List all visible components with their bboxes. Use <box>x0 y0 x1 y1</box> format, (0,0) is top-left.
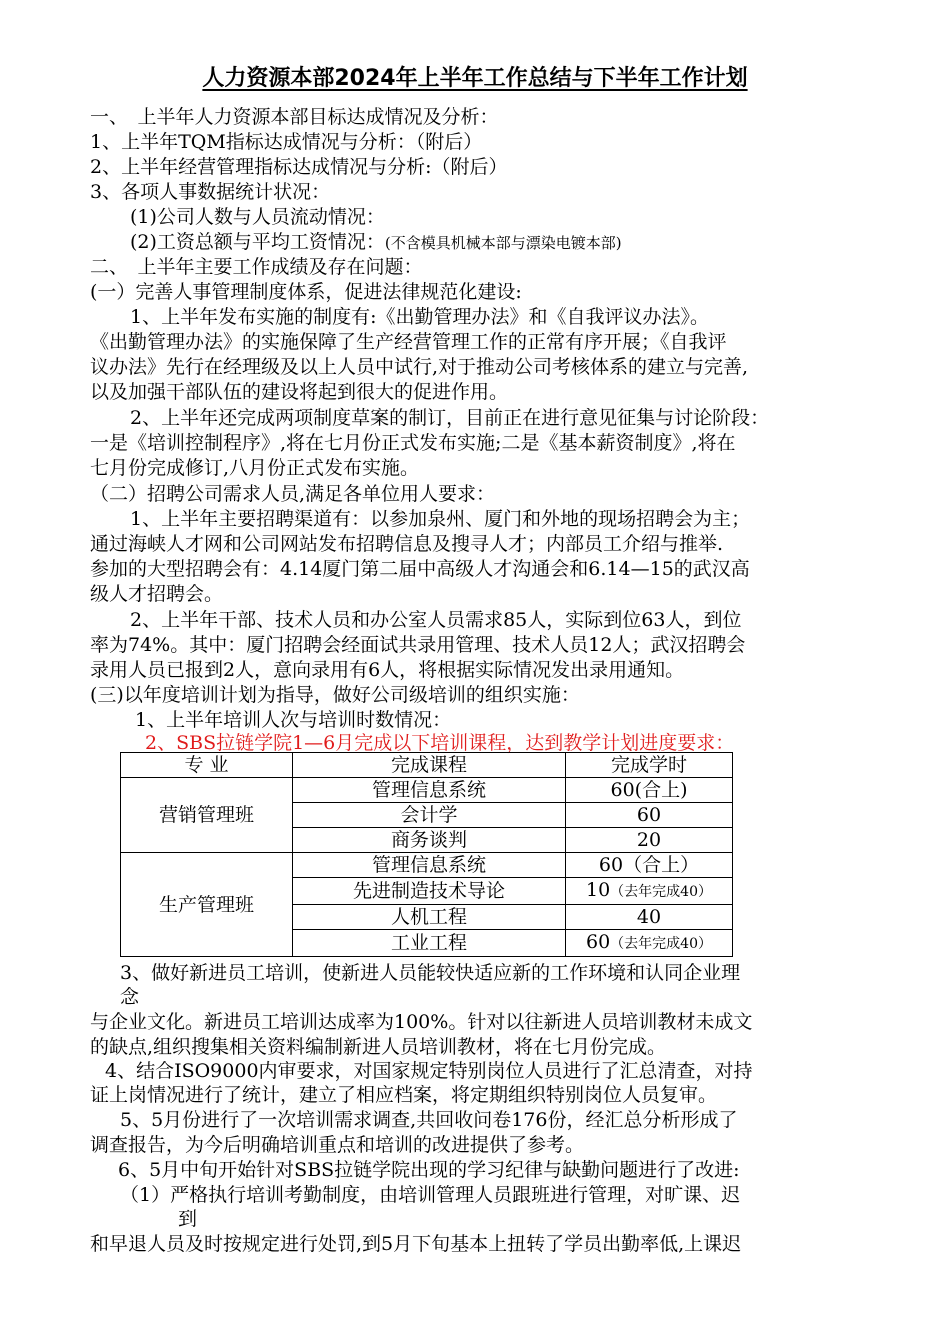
course-cell: 工业工程 <box>293 930 566 957</box>
hours-cell <box>566 930 733 957</box>
paragraph-line: 到 <box>178 1208 198 1230</box>
item-1-1: 1、上半年TQM指标达成情况与分析：（附后） <box>90 131 483 153</box>
paragraph-line: 2、上半年还完成两项制度草案的制订，目前正在进行意见征集与讨论阶段： <box>130 407 770 429</box>
hours-note: （去年完成40） <box>610 936 712 952</box>
course-cell: 管理信息系统 <box>293 853 566 878</box>
paragraph-line: 2、上半年干部、技术人员和办公室人员需求85人，实际到位63人，到位 <box>130 609 742 631</box>
paragraph-line: 4、结合ISO9000内审要求，对国家规定特别岗位人员进行了汇总清查，对持 <box>105 1060 753 1082</box>
paragraph-line: 录用人员已报到2人，意向录用有6人，将根据实际情况发出录用通知。 <box>90 659 685 681</box>
class-name-cell: 生产管理班 <box>121 853 293 957</box>
hours-cell: 60(合上) <box>566 778 733 803</box>
class-name-cell: 营销管理班 <box>121 778 293 853</box>
hours-cell: 20 <box>566 828 733 853</box>
item-1-3-2-note: (不含模具机械本部与漂染电镀本部) <box>384 234 622 252</box>
paragraph-line: 率为74%。其中：厦门招聘会经面试共录用管理、技术人员12人；武汉招聘会 <box>90 634 746 656</box>
item-1-3-2: (2)工资总额与平均工资情况：(不含模具机械本部与漂染电镀本部) <box>130 231 622 253</box>
hours-value: 60 <box>585 931 611 953</box>
item-3-2-highlight: 2、SBS拉链学院1—6月完成以下培训课程，达到教学计划进度要求： <box>145 732 735 754</box>
document-title: 人力资源本部2024年上半年工作总结与下半年工作计划 <box>202 66 748 91</box>
paragraph-line: 证上岗情况进行了统计，建立了相应档案，将定期组织特别岗位人员复审。 <box>90 1084 718 1106</box>
section-heading-1: 一、 上半年人力资源本部目标达成情况及分析： <box>90 106 499 128</box>
paragraph-line: 与企业文化。新进员工培训达成率为100%。针对以往新进人员培训教材未成文 <box>90 1011 753 1033</box>
paragraph-line: 1、上半年主要招聘渠道有：以参加泉州、厦门和外地的现场招聘会为主； <box>130 508 751 530</box>
paragraph-line: 5、5月份进行了一次培训需求调查,共回收问卷176份，经汇总分析形成了 <box>120 1109 738 1131</box>
paragraph-line: 调查报告，为今后明确培训重点和培训的改进提供了参考。 <box>90 1134 585 1156</box>
paragraph-line: 《出勤管理办法》的实施保障了生产经营管理工作的正常有序开展；《自我评 <box>90 331 727 353</box>
paragraph-line: 参加的大型招聘会有：4.14厦门第二届中高级人才沟通会和6.14—15的武汉高 <box>90 558 750 580</box>
table-header-cell: 专 业 <box>121 753 293 778</box>
paragraph-line: 通过海峡人才网和公司网站发布招聘信息及搜寻人才；内部员工介绍与推举. <box>90 533 724 555</box>
paragraph-line: 念 <box>120 986 140 1008</box>
item-1-3: 3、各项人事数据统计状况： <box>90 181 331 203</box>
paragraph-line: 七月份完成修订,八月份正式发布实施。 <box>90 457 420 479</box>
paragraph-line: 1、上半年发布实施的制度有:《出勤管理办法》和《自我评议办法》。 <box>130 306 709 328</box>
item-1-2: 2、上半年经营管理指标达成情况与分析:（附后） <box>90 156 508 178</box>
subsection-2-heading: （二）招聘公司需求人员,满足各单位用人要求： <box>90 483 496 505</box>
course-cell: 会计学 <box>293 803 566 828</box>
hours-note: （去年完成40） <box>610 884 712 900</box>
table-row <box>121 778 733 803</box>
item-1-3-1: (1)公司人数与人员流动情况： <box>130 206 385 228</box>
table-row <box>121 853 733 878</box>
table-header-cell: 完成课程 <box>293 753 566 778</box>
paragraph-line: 级人才招聘会。 <box>90 583 224 605</box>
paragraph-line: 和早退人员及时按规定进行处罚,到5月下旬基本上扭转了学员出勤率低,上课迟 <box>90 1233 742 1255</box>
hours-cell: 60（合上） <box>566 853 733 878</box>
course-cell: 先进制造技术导论 <box>293 878 566 905</box>
item-3-1: 1、上半年培训人次与培训时数情况： <box>135 709 452 731</box>
subsection-3-heading: (三)以年度培训计划为指导，做好公司级培训的组织实施： <box>90 684 580 706</box>
course-cell: 人机工程 <box>293 905 566 930</box>
course-cell: 商务谈判 <box>293 828 566 853</box>
course-cell: 管理信息系统 <box>293 778 566 803</box>
section-heading-2: 二、 上半年主要工作成绩及存在问题： <box>90 256 423 278</box>
hours-cell: 60 <box>566 803 733 828</box>
paragraph-line: 议办法》先行在经理级及以上人员中试行,对于推动公司考核体系的建立与完善, <box>90 356 749 378</box>
paragraph-line: （1）严格执行培训考勤制度，由培训管理人员跟班进行管理，对旷课、迟 <box>120 1184 741 1206</box>
table-header-cell: 完成学时 <box>566 753 733 778</box>
hours-value: 10 <box>585 879 611 901</box>
table-header-row <box>121 753 733 778</box>
hours-cell: 40 <box>566 905 733 930</box>
paragraph-line: 的缺点,组织搜集相关资料编制新进人员培训教材，将在七月份完成。 <box>90 1036 667 1058</box>
subsection-1-heading: (一）完善人事管理制度体系，促进法律规范化建设: <box>90 281 522 303</box>
paragraph-line: 3、做好新进员工培训，使新进人员能较快适应新的工作环境和认同企业理 <box>120 962 741 984</box>
hours-cell <box>566 878 733 905</box>
paragraph-line: 6、5月中旬开始针对SBS拉链学院出现的学习纪律与缺勤问题进行了改进: <box>118 1159 740 1181</box>
paragraph-line: 以及加强干部队伍的建设将起到很大的促进作用。 <box>90 381 509 403</box>
paragraph-line: 一是《培训控制程序》,将在七月份正式发布实施;二是《基本薪资制度》,将在 <box>90 432 736 454</box>
training-course-table <box>120 752 733 957</box>
